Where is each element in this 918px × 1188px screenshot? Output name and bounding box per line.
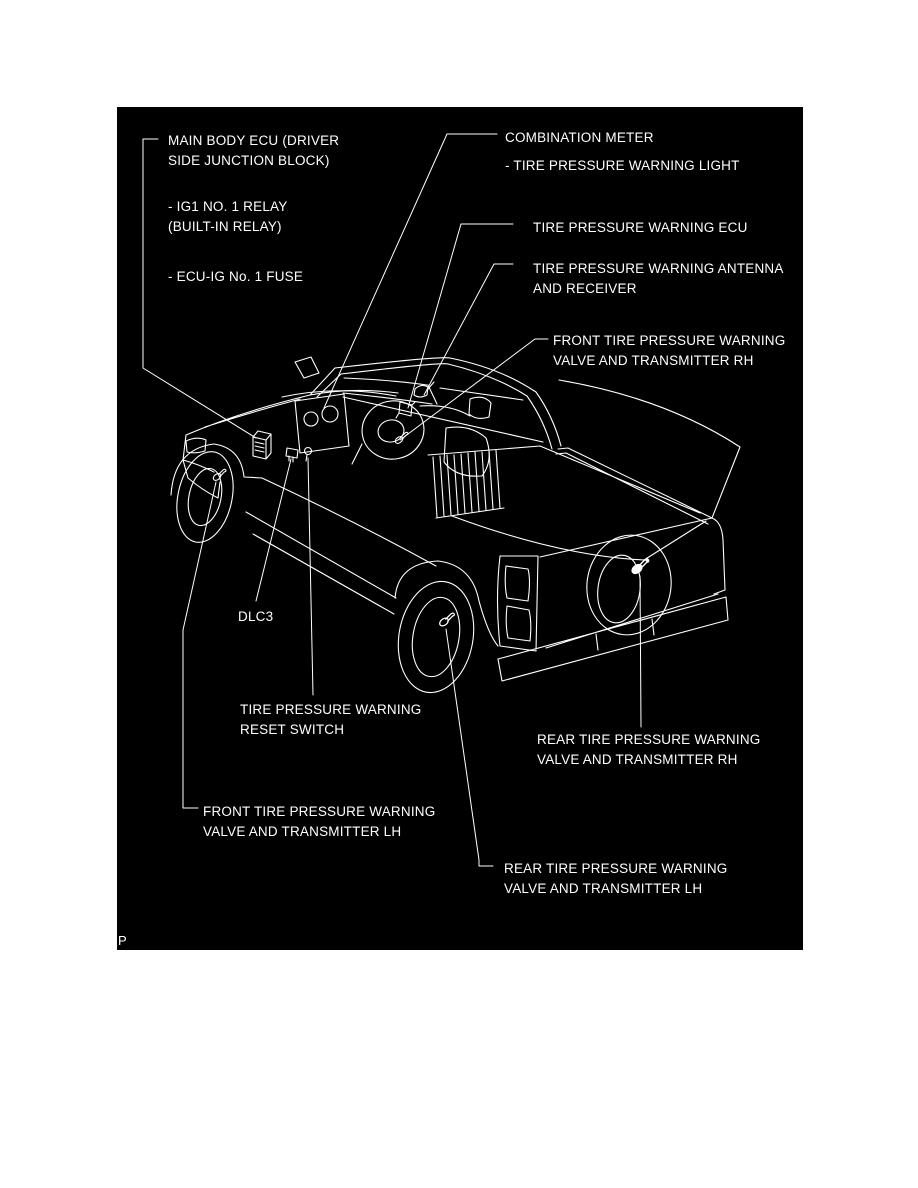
label-line: AND RECEIVER — [533, 281, 637, 296]
label-tire-pressure-warning-light — [505, 156, 740, 176]
label-line: - ECU-IG No. 1 FUSE — [168, 269, 304, 284]
label-line: TIRE PRESSURE WARNING — [240, 702, 422, 717]
label-main-body-ecu — [168, 131, 339, 171]
label-line: REAR TIRE PRESSURE WARNING — [504, 861, 728, 876]
label-line: RESET SWITCH — [240, 722, 345, 737]
gauge-right — [322, 406, 338, 422]
label-line: COMBINATION METER — [505, 130, 654, 145]
label-line: TIRE PRESSURE WARNING ECU — [533, 220, 748, 235]
rear-left-wheel — [390, 575, 482, 698]
label-front-valve-transmitter-rh — [553, 331, 785, 371]
label-line: VALVE AND TRANSMITTER LH — [504, 881, 703, 896]
steering-wheel — [357, 395, 430, 465]
label-line: DLC3 — [238, 609, 274, 624]
leader-combination-meter — [324, 134, 497, 408]
diagram-canvas — [117, 107, 803, 950]
label-rear-valve-transmitter-lh — [504, 859, 727, 899]
rear-lh-valve-icon — [438, 613, 454, 627]
main-body-ecu-junction-block-icon — [253, 431, 271, 459]
label-line: REAR TIRE PRESSURE WARNING — [537, 732, 761, 747]
label-line: TIRE PRESSURE WARNING ANTENNA — [533, 261, 784, 276]
label-line: FRONT TIRE PRESSURE WARNING — [203, 804, 436, 819]
leader-dlc3 — [256, 459, 291, 601]
leader-rear-rh — [640, 576, 641, 727]
label-front-valve-transmitter-lh — [203, 802, 435, 842]
truck-body — [171, 357, 740, 681]
leader-tpw-antenna — [424, 264, 513, 395]
label-line: VALVE AND TRANSMITTER RH — [537, 752, 738, 767]
bed — [428, 380, 740, 681]
label-tire-pressure-warning-antenna — [533, 259, 784, 299]
label-ecu-ig-no1-fuse — [168, 267, 303, 287]
leader-rear-lh — [446, 629, 493, 866]
label-line: - IG1 NO. 1 RELAY — [168, 199, 288, 214]
tpw-ecu-icon — [396, 402, 415, 418]
label-rear-valve-transmitter-rh — [537, 730, 760, 770]
label-line: VALVE AND TRANSMITTER LH — [203, 824, 402, 839]
label-combination-meter — [505, 128, 654, 148]
label-tire-pressure-warning-reset-switch — [240, 700, 421, 740]
page-corner-mark: P — [118, 933, 127, 948]
gauge-left — [304, 412, 318, 426]
label-ig1-no1-relay — [168, 197, 287, 237]
label-line: SIDE JUNCTION BLOCK) — [168, 153, 330, 168]
leader-reset-switch — [308, 458, 313, 695]
cab-interior — [282, 391, 491, 476]
label-dlc3 — [238, 607, 273, 627]
leader-front-rh — [400, 339, 548, 440]
label-line: (BUILT-IN RELAY) — [168, 219, 282, 234]
label-tire-pressure-warning-ecu — [533, 218, 748, 238]
label-line: VALVE AND TRANSMITTER RH — [553, 353, 754, 368]
leader-main-body-ecu — [143, 139, 256, 438]
dlc3-connector-icon — [286, 448, 298, 462]
label-line: MAIN BODY ECU (DRIVER — [168, 133, 340, 148]
cab — [295, 357, 561, 449]
label-line: FRONT TIRE PRESSURE WARNING — [553, 333, 786, 348]
label-line: - TIRE PRESSURE WARNING LIGHT — [505, 158, 740, 173]
body-side — [171, 397, 543, 646]
leader-front-lh — [183, 482, 216, 808]
front-rh-valve-icon — [394, 432, 408, 444]
